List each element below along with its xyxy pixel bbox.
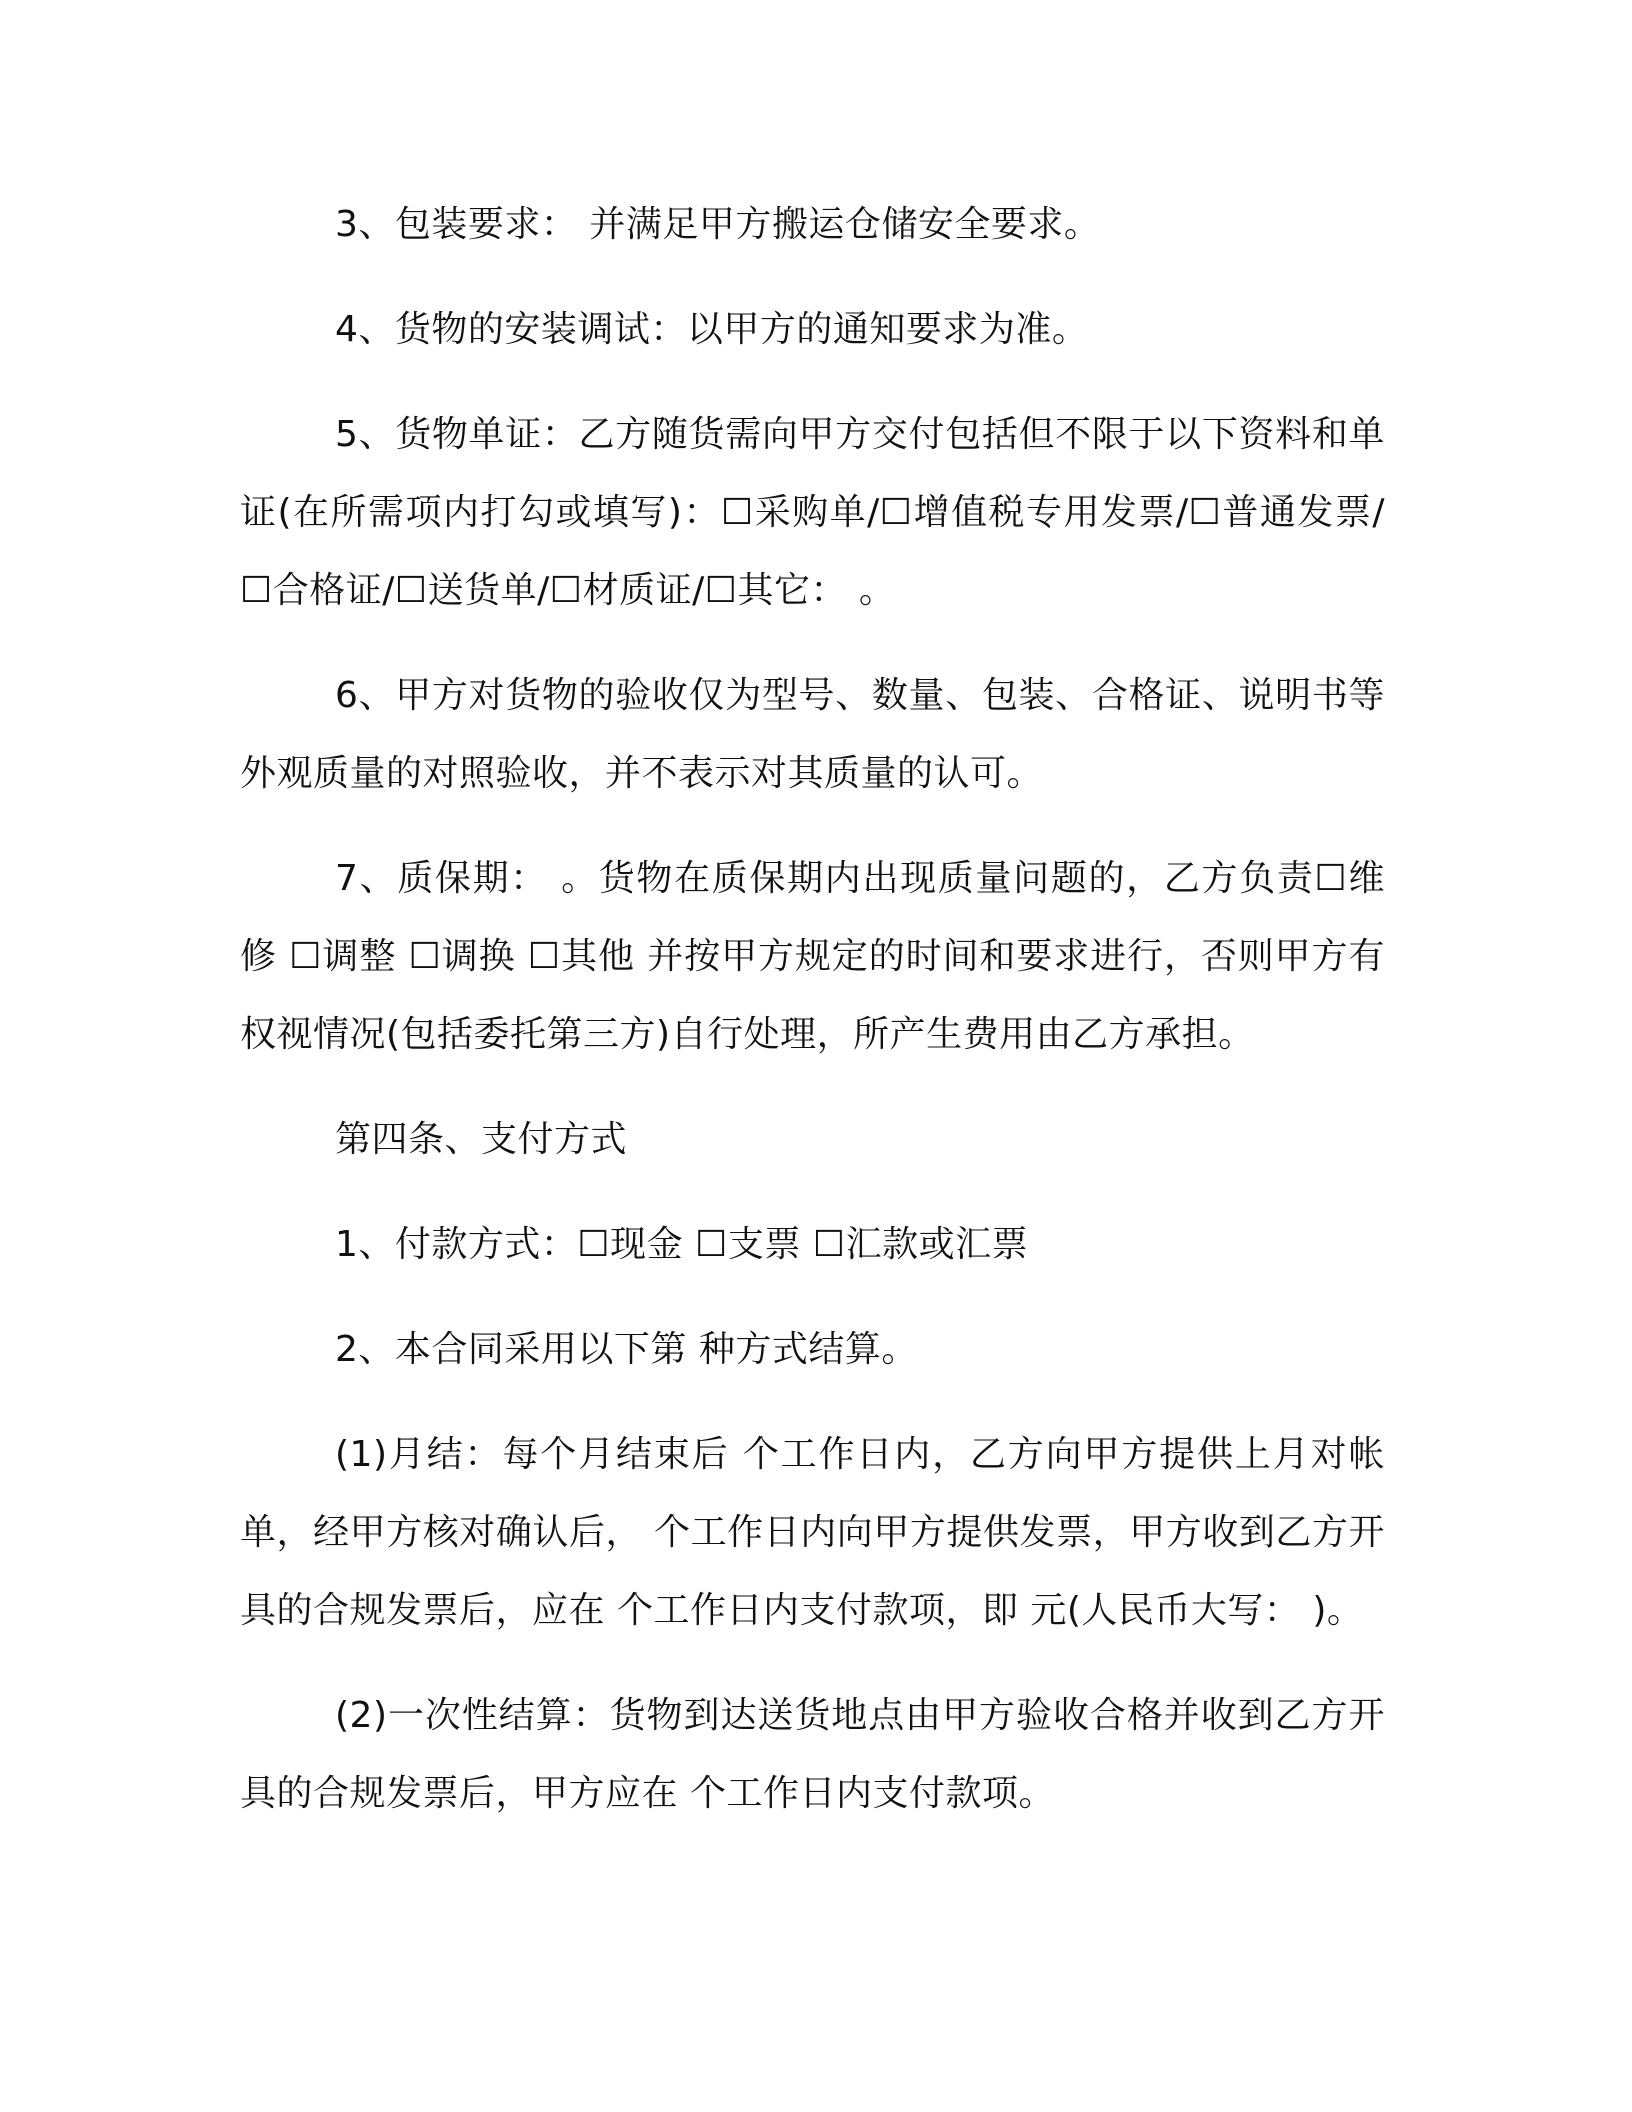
- clause-3-packaging: 3、包装要求： 并满足甲方搬运仓储安全要求。: [335, 204, 1101, 245]
- settlement-choice: 2、本合同采用以下第 种方式结算。: [335, 1329, 918, 1370]
- clause-5-documents: 5、货物单证：乙方随货需向甲方交付包括但不限于以下资料和单证(在所需项内打勾或填写)：☐采购单/☐增值税专用发票/☐普通发票/☐合格证/☐送货单/☐材质证/☐其它： 。: [240, 414, 1385, 611]
- payment-method: 1、付款方式：☐现金 ☐支票 ☐汇款或汇票: [335, 1224, 1029, 1265]
- clause-4-installation: 4、货物的安装调试：以甲方的通知要求为准。: [335, 309, 1089, 350]
- one-time-settlement: (2)一次性结算：货物到达送货地点由甲方验收合格并收到乙方开具的合规发票后，甲方应在 个工作日内支付款项。: [240, 1695, 1385, 1814]
- article-4-heading: 第四条、支付方式: [335, 1119, 628, 1160]
- clause-7-warranty: 7、质保期： 。货物在质保期内出现质量问题的，乙方负责☐维修 ☐调整 ☐调换 ☐其他 并按甲方规定的时间和要求进行，否则甲方有权视情况(包括委托第三方)自行处理，所产生费用由乙方承担。: [240, 858, 1385, 1055]
- clause-6-acceptance: 6、甲方对货物的验收仅为型号、数量、包装、合格证、说明书等外观质量的对照验收，并不表示对其质量的认可。: [240, 675, 1385, 794]
- document-body: [240, 186, 1385, 1860]
- monthly-settlement: (1)月结：每个月结束后 个工作日内，乙方向甲方提供上月对帐单，经甲方核对确认后， 个工作日内向甲方提供发票，甲方收到乙方开具的合规发票后，应在 个工作日内支付款项，即 元(人民币大写： )。: [240, 1434, 1385, 1631]
